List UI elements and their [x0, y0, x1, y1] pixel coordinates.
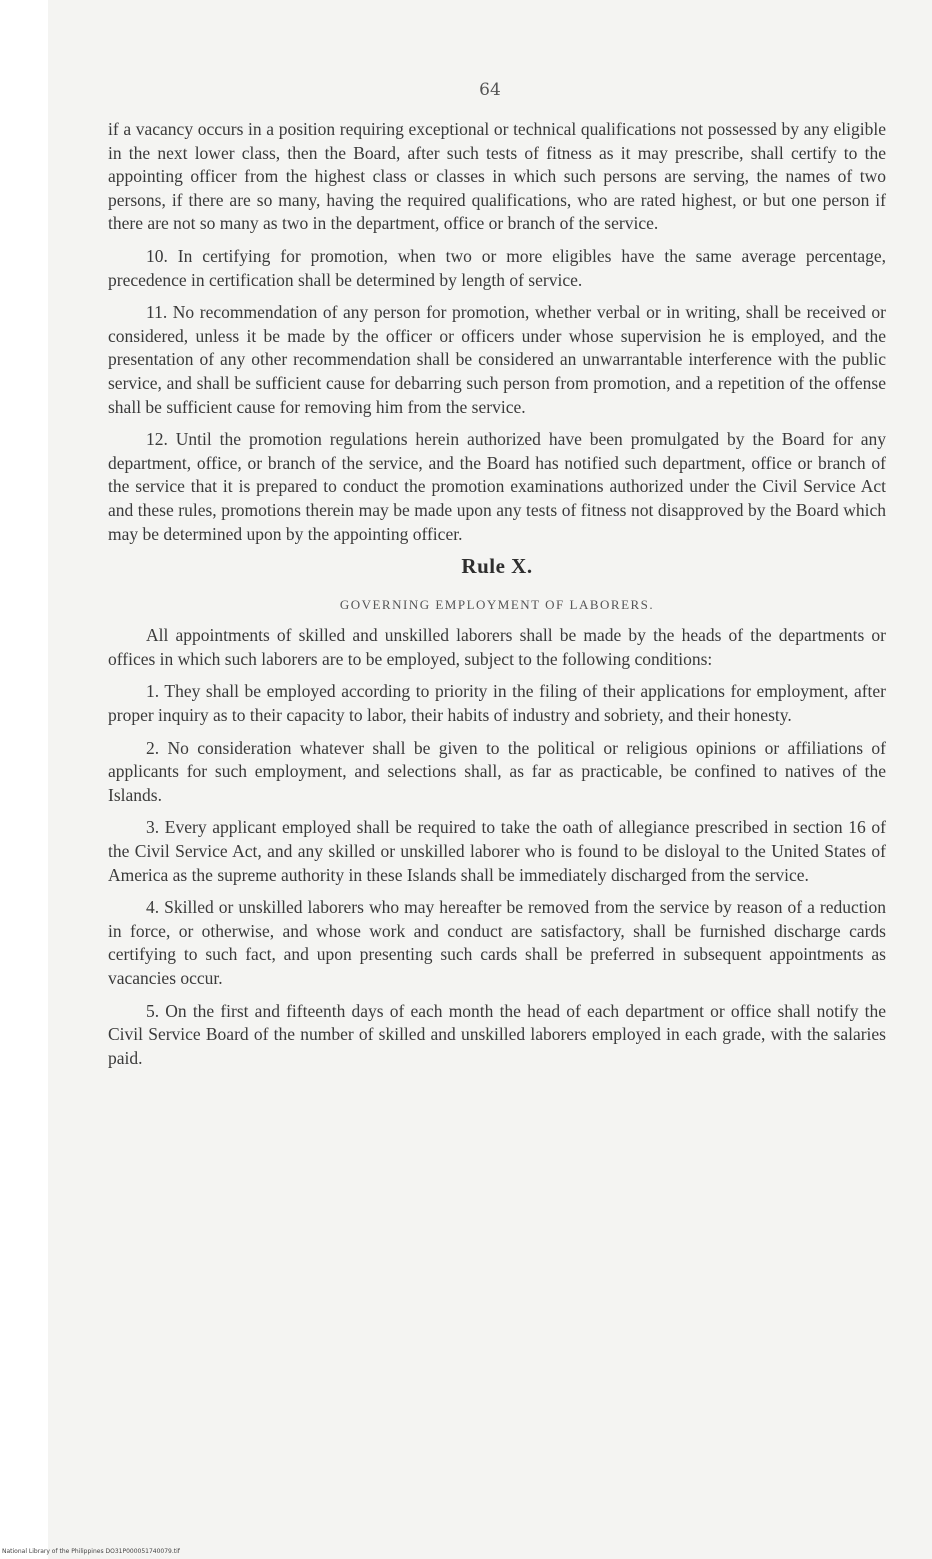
paragraph-continuation: if a vacancy occurs in a position requiring exceptional or technical qualifications not possessed by any eligible in the next lower class, then the Board, after such tests of fitness as it may prescribe, shall certify to the appointing officer from the highest class or classes in which such persons are serving, the names of two persons, if there are so many, having the required qualifications, who are rated highest, or but one person if there are not so many as two in the department, office or branch of the service. — [108, 119, 886, 234]
footer-source-label: National Library of the Philippines DO31P000051740079.tif — [2, 1548, 180, 1555]
paragraph-12: 12. Until the promotion regulations herein authorized have been promulgated by the Board for any department, office, or branch of the service, and the Board has notified such department, office or branch of the service that it is prepared to conduct the promotion examinations authorized under the Civil Service Act and these rules, promotions therein may be made upon any tests of fitness not disapproved by the Board which may be determined upon by the appointing officer. — [108, 429, 886, 544]
page-number: 64 — [479, 80, 501, 100]
paragraph-condition-3: 3. Every applicant employed shall be required to take the oath of allegiance prescribed in section 16 of the Civil Service Act, and any skilled or unskilled laborer who is found to be disloyal to the United States of America as the supreme authority in these Islands shall be immediately discharged from the service. — [108, 817, 886, 885]
paragraph-intro: All appointments of skilled and unskilled laborers shall be made by the heads of the departments or offices in which such laborers are to be employed, subject to the following conditions: — [108, 625, 886, 669]
body-text — [108, 118, 886, 1079]
document-page — [48, 0, 932, 1559]
rule-subheading: GOVERNING EMPLOYMENT OF LABORERS. — [339, 596, 655, 612]
scan-border — [0, 0, 48, 1559]
paragraph-condition-1: 1. They shall be employed according to priority in the filing of their applications for employment, after proper inquiry as to their capacity to labor, their habits of industry and sobriety, and their honesty. — [108, 681, 886, 726]
paragraph-condition-2: 2. No consideration whatever shall be given to the political or religious opinions or affiliations of applicants for such employment, and selections shall, as far as practicable, be confined to natives of the Islands. — [108, 737, 886, 805]
paragraph-10: 10. In certifying for promotion, when two or more eligibles have the same average percentage, precedence in certification shall be determined by length of service. — [108, 245, 886, 290]
paragraph-condition-4: 4. Skilled or unskilled laborers who may hereafter be removed from the service by reason of a reduction in force, or otherwise, and whose work and conduct are satisfactory, shall be furnished discharge cards certifying to such fact, and upon presenting such cards shall be preferred in subsequent appointments as vacancies occur. — [108, 897, 886, 988]
paragraph-11: 11. No recommendation of any person for promotion, whether verbal or in writing, shall be received or considered, unless it be made by the officer or officers under whose supervision he is employed, and the presentation of any other recommendation shall be considered an unwarrantable interference with the public service, and shall be sufficient cause for debarring such person from promotion, and a repetition of the offense shall be sufficient cause for removing him from the service. — [108, 302, 886, 417]
rule-heading: Rule X. — [461, 554, 533, 579]
paragraph-condition-5: 5. On the first and fifteenth days of each month the head of each department or office shall notify the Civil Service Board of the number of skilled and unskilled laborers employed in each grade, with the salaries paid. — [108, 1000, 886, 1068]
